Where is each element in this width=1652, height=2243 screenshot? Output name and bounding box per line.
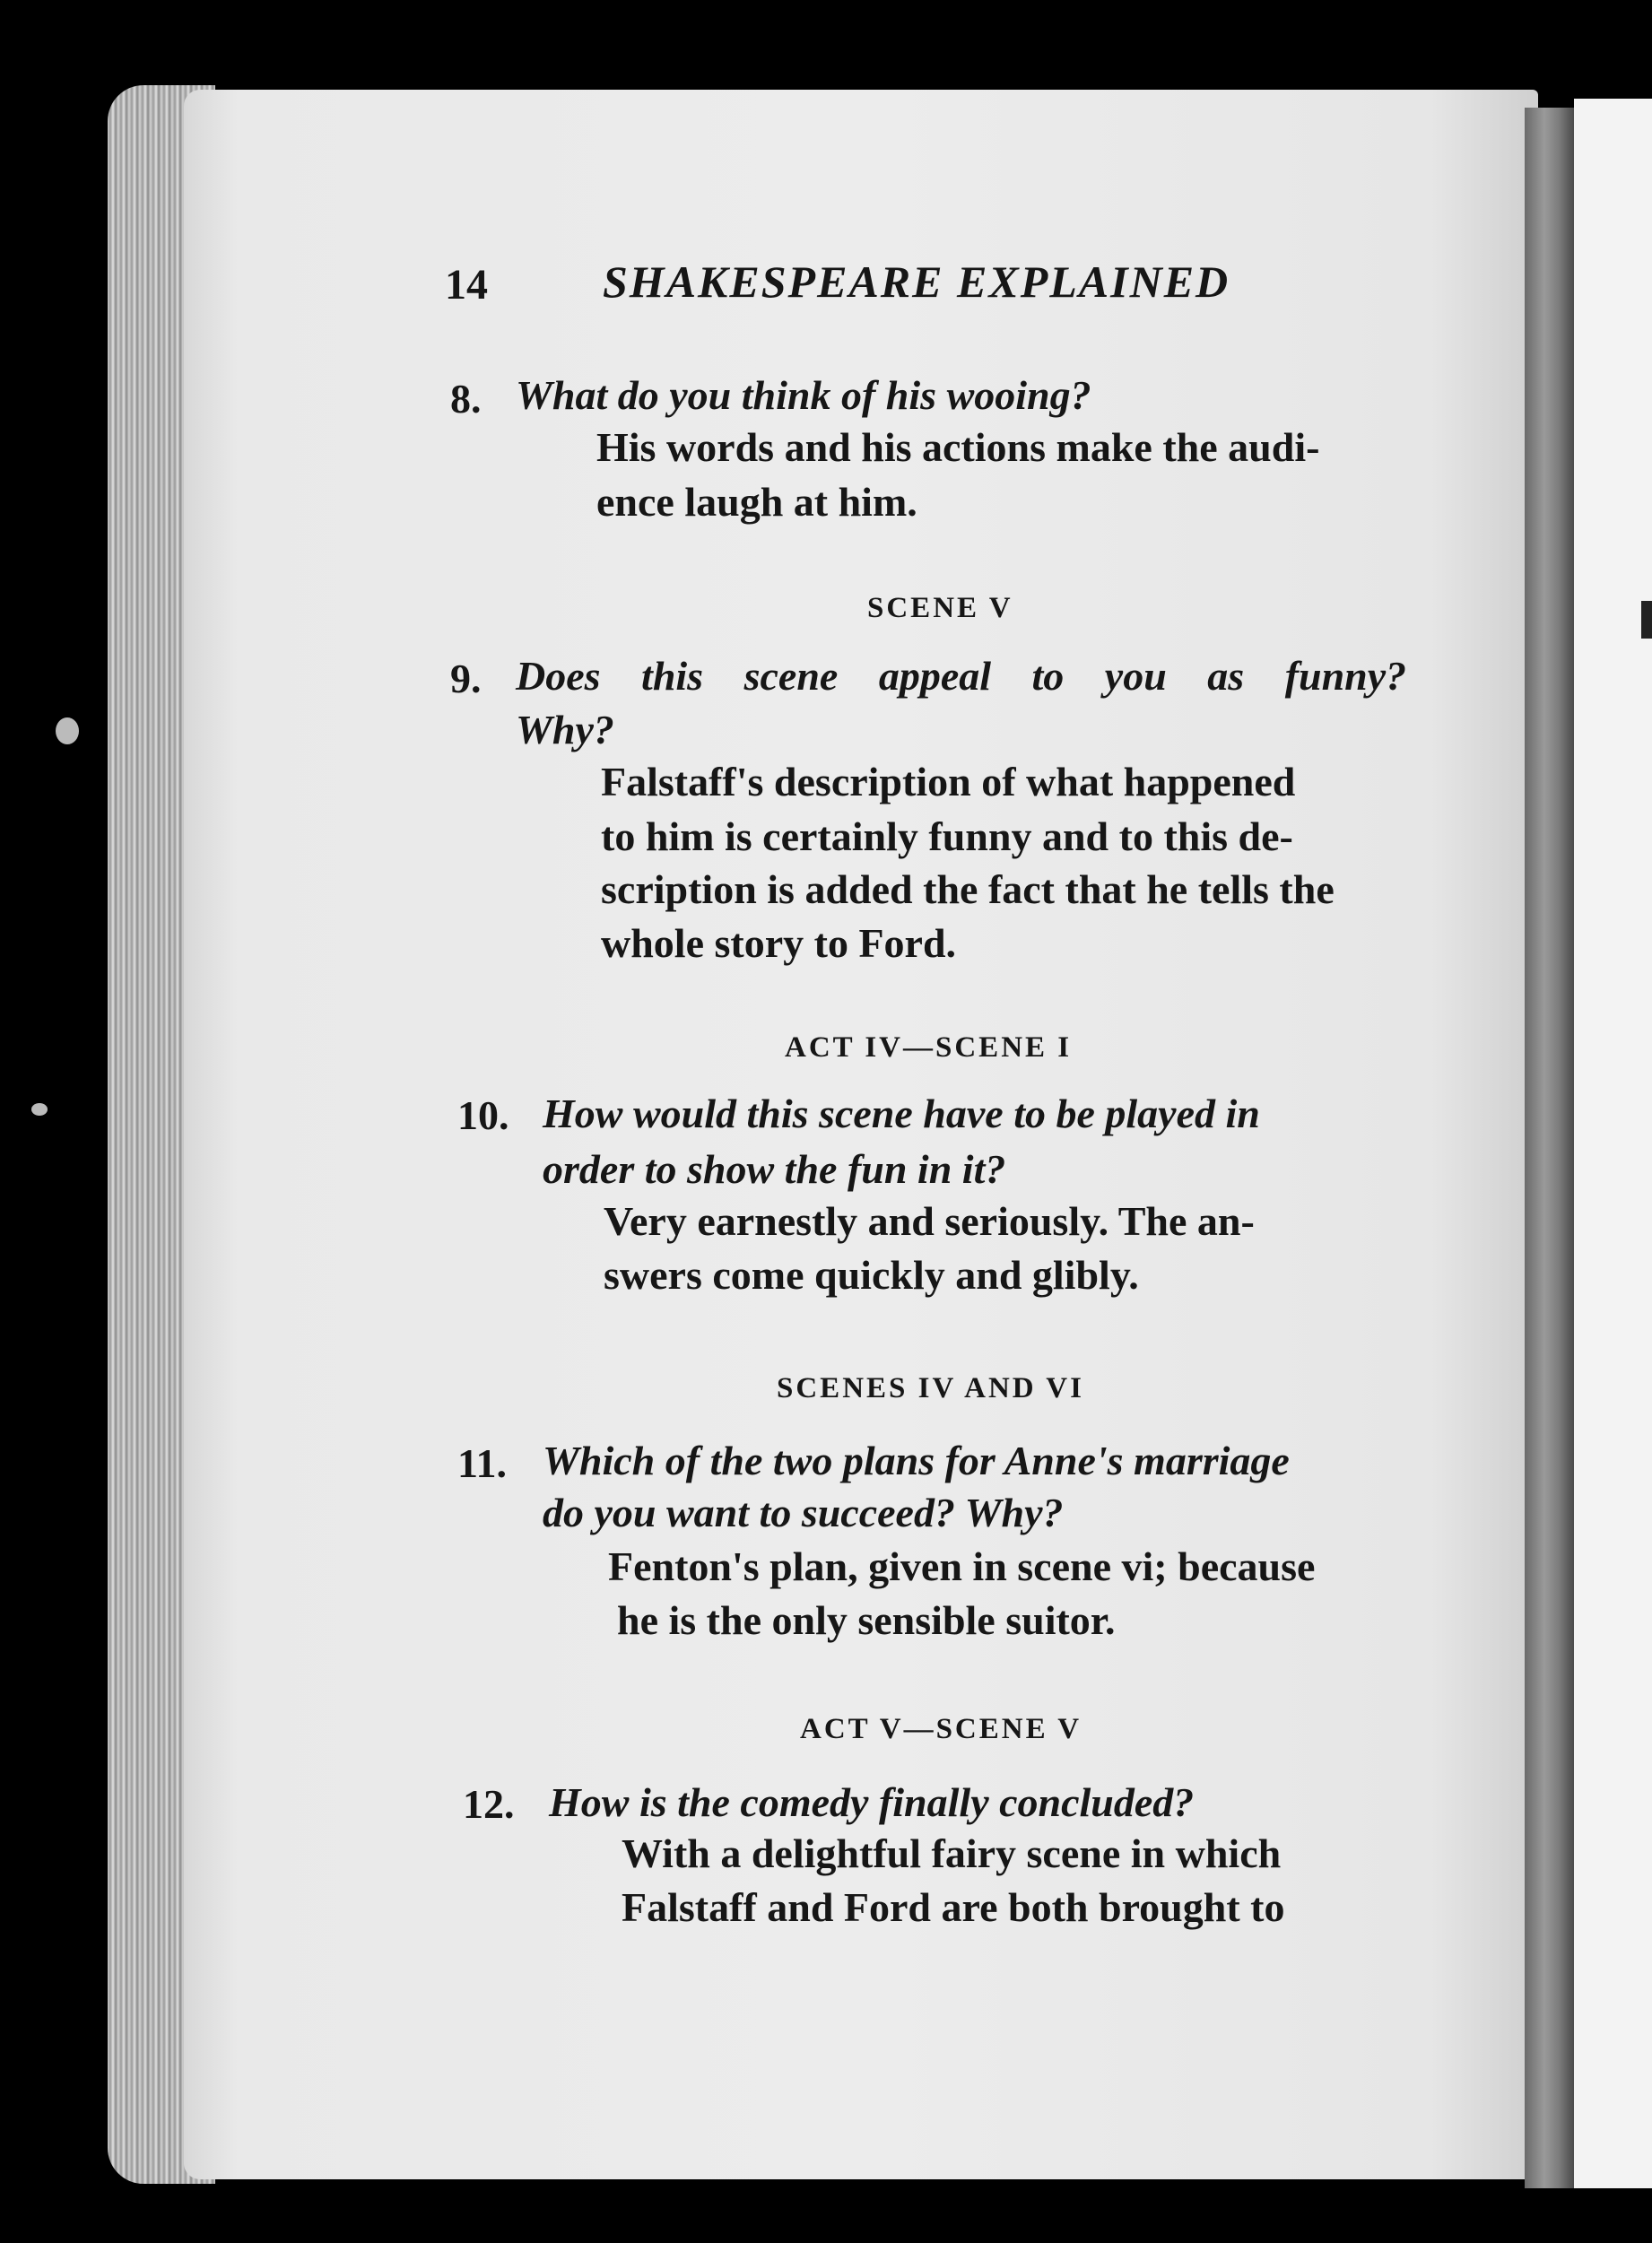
question-number: 8. (450, 376, 482, 422)
scan-speck (56, 717, 79, 744)
section-heading: ACT V—SCENE V (800, 1713, 1082, 1745)
question-text: do you want to succeed? Why? (543, 1490, 1064, 1535)
section-heading: SCENES IV AND VI (777, 1372, 1084, 1404)
facing-page-edge (1574, 99, 1652, 2188)
question-text: Why? (516, 707, 614, 752)
page-number: 14 (445, 261, 488, 309)
question-text: Which of the two plans for Anne's marriage (543, 1438, 1290, 1483)
question-number: 9. (450, 656, 482, 701)
question-number: 11. (457, 1440, 507, 1486)
answer-text: Very earnestly and seriously. The an- (604, 1198, 1255, 1244)
running-title: SHAKESPEARE EXPLAINED (603, 256, 1230, 307)
answer-text: scription is added the fact that he tells the (601, 866, 1335, 912)
question-text: order to show the fun in it? (543, 1146, 1006, 1192)
question-text: What do you think of his wooing? (516, 372, 1091, 418)
answer-text: he is the only sensible suitor. (617, 1597, 1116, 1643)
answer-text: With a delightful fairy scene in which (622, 1830, 1282, 1876)
question-text: Does this scene appeal to you as funny? (516, 653, 1407, 699)
answer-text: swers come quickly and glibly. (604, 1252, 1139, 1298)
book-gutter (1525, 108, 1574, 2188)
question-number: 10. (457, 1092, 509, 1138)
answer-text: Fenton's plan, given in scene vi; because (608, 1543, 1316, 1589)
section-heading: ACT IV—SCENE I (785, 1031, 1073, 1064)
answer-text: whole story to Ford. (601, 920, 957, 966)
facing-page-mark (1641, 601, 1652, 639)
question-text: How is the comedy finally concluded? (549, 1779, 1195, 1825)
answer-text: Falstaff's description of what happened (601, 759, 1296, 804)
answer-text: Falstaff and Ford are both brought to (622, 1884, 1285, 1930)
question-number: 12. (463, 1781, 515, 1827)
scan-speck (31, 1103, 48, 1116)
answer-text: His words and his actions make the audi- (596, 424, 1320, 470)
question-text: How would this scene have to be played in (543, 1091, 1260, 1136)
answer-text: to him is certainly funny and to this de- (601, 813, 1293, 859)
section-heading: SCENE V (867, 592, 1013, 624)
answer-text: ence laugh at him. (596, 479, 917, 525)
